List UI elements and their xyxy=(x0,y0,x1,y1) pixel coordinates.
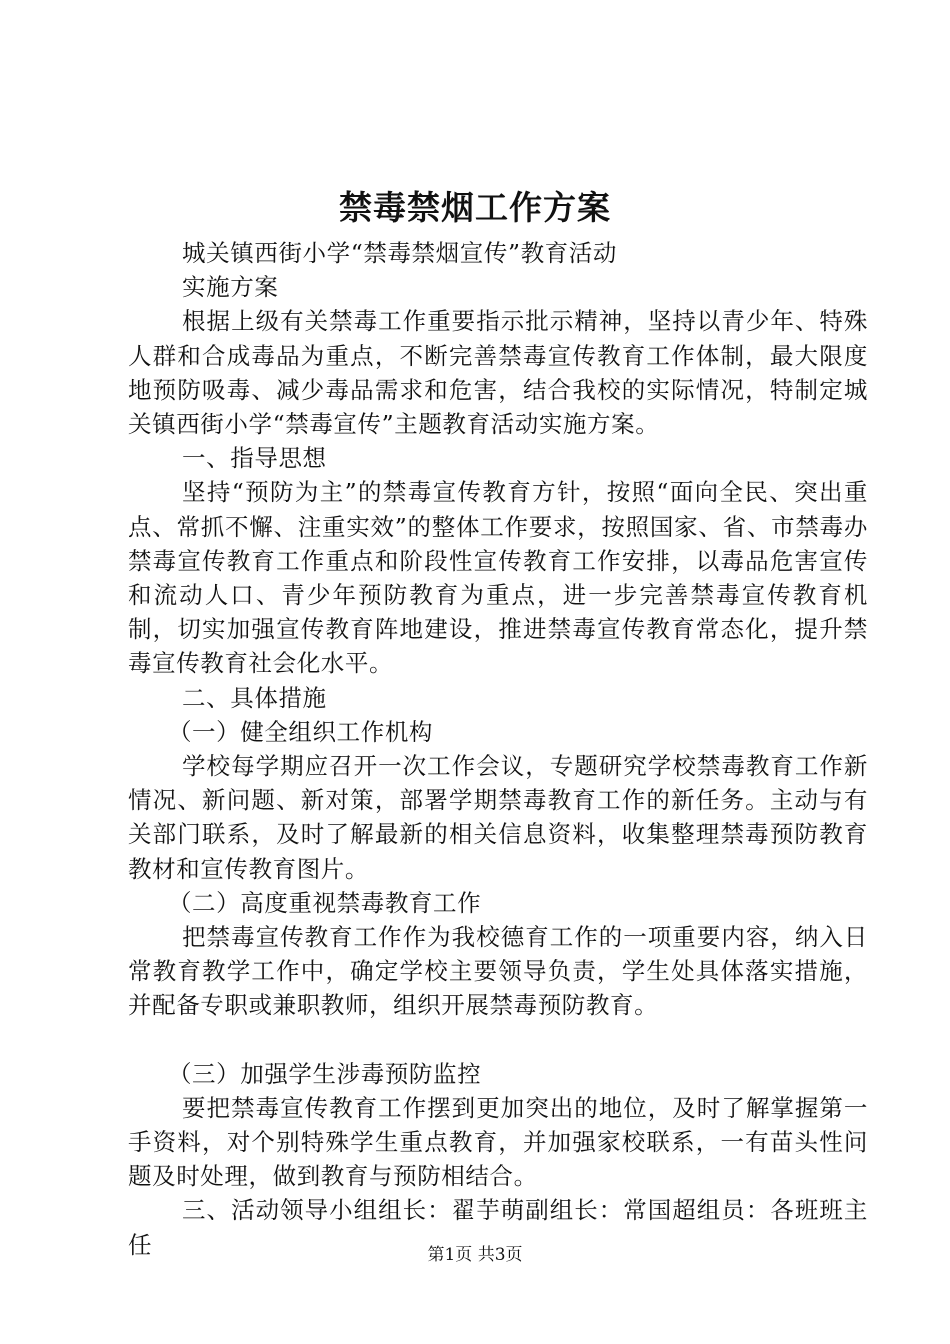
subsection-heading-2: （二）高度重视禁毒教育工作 xyxy=(167,888,482,917)
measure-paragraph-2: 把禁毒宣传教育工作作为我校德育工作的一项重要内容，纳入日常教育教学工作中，确定学校主要领导负责，学生处具体落实措施，并配备专职或兼职教师，组织开展禁毒预防教育。 xyxy=(128,923,868,1020)
guiding-thought-paragraph: 坚持“预防为主”的禁毒宣传教育方针，按照“面向全民、突出重点、常抓不懈、注重实效”的整体工作要求，按照国家、省、市禁毒办禁毒宣传教育工作重点和阶段性宣传教育工作安排，以毒品危害宣传和流动人口、青少年预防教育为重点，进一步完善禁毒宣传教育机制，切实加强宣传教育阵地建设，推进禁毒宣传教育常态化，提升禁毒宣传教育社会化水平。 xyxy=(128,478,868,678)
subsection-heading-1: （一）健全组织工作机构 xyxy=(167,717,434,746)
document-body xyxy=(128,236,868,1262)
measure-paragraph-3: 要把禁毒宣传教育工作摆到更加突出的地位，及时了解掌握第一手资料，对个别特殊学生重点教育，并加强家校联系，一有苗头性问题及时处理，做到教育与预防相结合。 xyxy=(128,1093,868,1191)
subtitle-line-1: 城关镇西街小学“禁毒禁烟宣传”教育活动 xyxy=(182,239,617,267)
subsection-heading-3: （三）加强学生涉毒预防监控 xyxy=(167,1059,482,1088)
intro-paragraph: 根据上级有关禁毒工作重要指示批示精神，坚持以青少年、特殊人群和合成毒品为重点，不断完善禁毒宣传教育工作体制，最大限度地预防吸毒、减少毒品需求和危害，结合我校的实际情况，特制定城关镇西街小学“禁毒宣传”主题教育活动实施方案。 xyxy=(128,307,868,439)
measure-paragraph-1: 学校每学期应召开一次工作会议，专题研究学校禁毒教育工作新情况、新问题、新对策，部署学期禁毒教育工作的新任务。主动与有关部门联系，及时了解最新的相关信息资料，收集整理禁毒预防教育教材和宣传教育图片。 xyxy=(128,752,868,883)
document-title: 禁毒禁烟工作方案 xyxy=(339,188,611,227)
section-heading-1: 一、指导思想 xyxy=(182,444,327,473)
section-heading-3: 三、活动领导小组组长：翟芋萌副组长：常国超组员：各班班主任 xyxy=(128,1196,868,1259)
section-heading-2: 二、具体措施 xyxy=(182,683,327,712)
subtitle-line-2: 实施方案 xyxy=(182,273,279,302)
page-number: 第1页 共3页 xyxy=(427,1245,523,1265)
blank-line xyxy=(128,1023,868,1057)
